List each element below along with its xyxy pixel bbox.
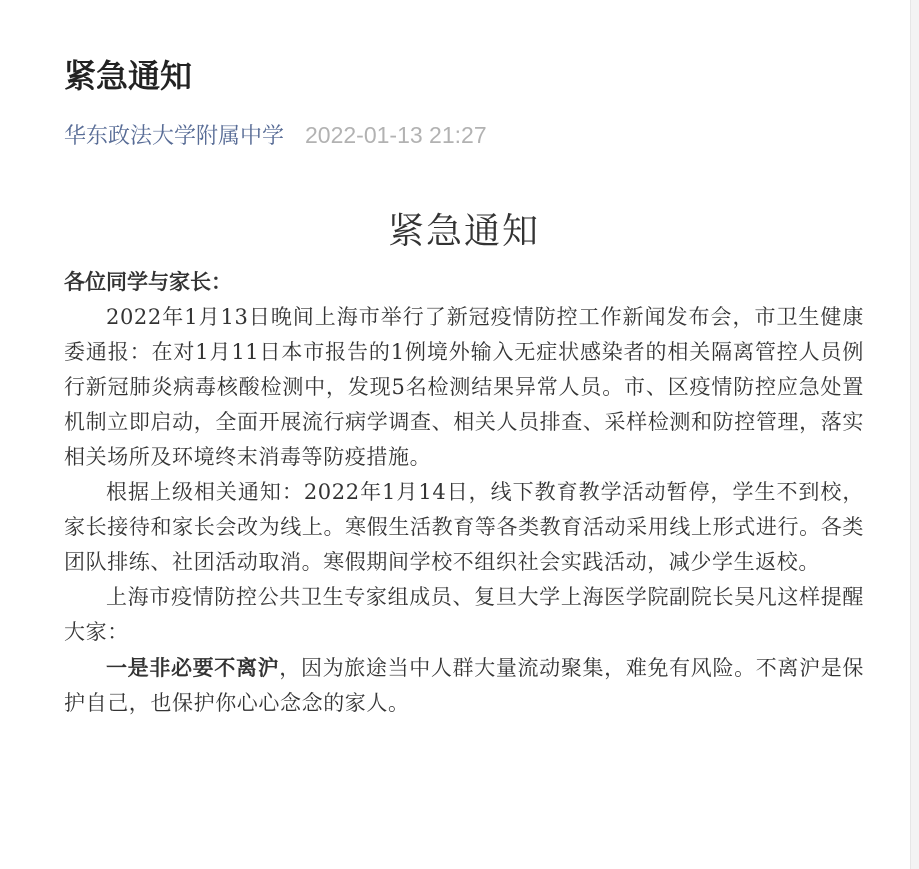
salutation: 各位同学与家长：	[64, 269, 232, 294]
publish-time: 2022-01-13 21:27	[305, 122, 487, 148]
paragraph-4	[64, 650, 864, 721]
article-title: 紧急通知	[64, 57, 193, 95]
paragraph-3: 上海市疫情防控公共卫生专家组成员、复旦大学上海医学院副院长吴凡这样提醒大家：	[64, 585, 864, 644]
window-scrollbar[interactable]	[910, 0, 919, 869]
notice-heading: 紧急通知	[387, 211, 540, 252]
paragraph-4-emphasis: 一是非必要不离沪	[106, 655, 280, 680]
paragraph-1: 2022年1月13日晚间上海市举行了新冠疫情防控工作新闻发布会，市卫生健康委通报：在对1月11日本市报告的1例境外输入无症状感染者的相关隔离管控人员例行新冠肺炎病毒核酸检测中，发现5名检测结果异常人员。市、区疫情防控应急处置机制立即启动，全面开展流行病学调查、相关人员排查、采样检测和防控管理，落实相关场所及环境终末消毒等防疫措施。	[64, 305, 864, 469]
article-body	[64, 206, 864, 721]
account-name-link[interactable]: 华东政法大学附属中学	[64, 124, 285, 149]
paragraph-2: 根据上级相关通知：2022年1月14日，线下教育教学活动暂停，学生不到校，家长接待和家长会改为线上。寒假生活教育等各类教育活动采用线上形式进行。各类团队排练、社团活动取消。寒假期间学校不组织社会实践活动，减少学生返校。	[64, 480, 864, 574]
article-meta	[64, 118, 487, 154]
paragraph-4-text: ，因为旅途当中人群大量流动聚集，难免有风险。不离沪是保护自己，也保护你心心念念的家人。	[64, 656, 864, 715]
